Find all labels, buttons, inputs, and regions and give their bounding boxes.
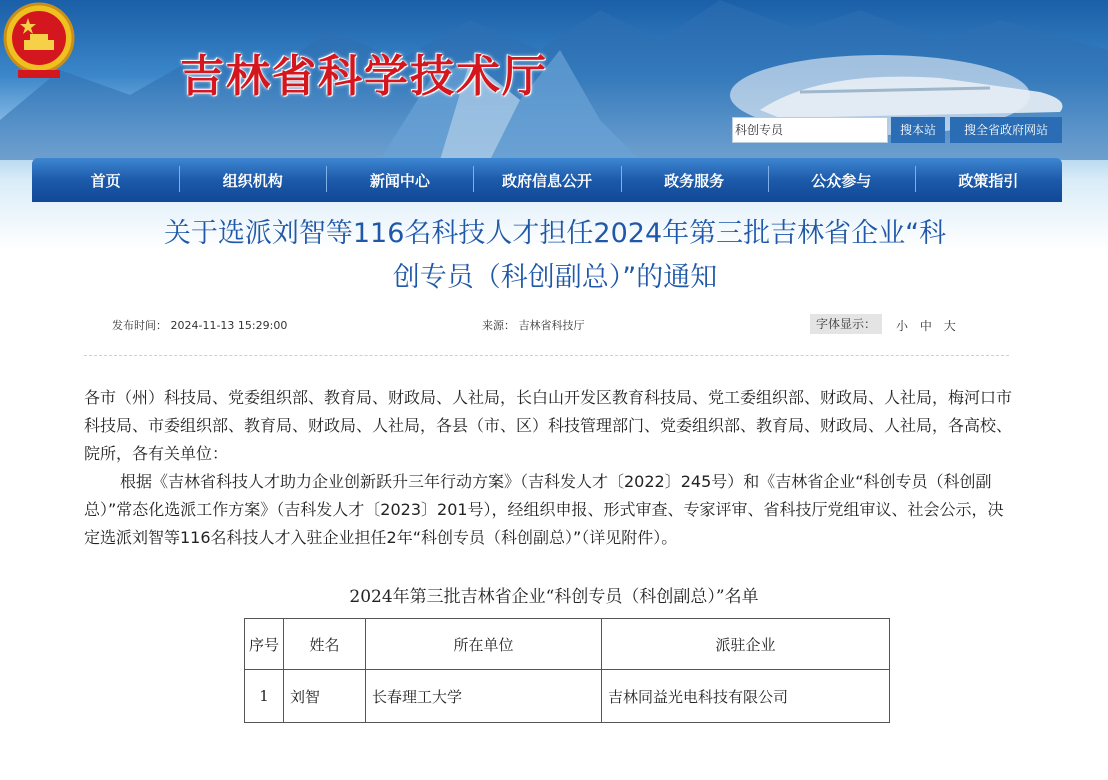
nav-item-services[interactable]: 政务服务 (621, 170, 768, 191)
article-title (60, 212, 1050, 300)
table-cell-name: 刘智 (284, 670, 366, 723)
table-row (245, 670, 890, 723)
main-nav (32, 158, 1062, 202)
table-cell-unit: 长春理工大学 (366, 670, 602, 723)
nav-item-organization[interactable]: 组织机构 (179, 170, 326, 191)
talent-list-table (244, 618, 890, 723)
search-site-button[interactable]: 搜本站 (891, 117, 945, 143)
column-header-company: 派驻企业 (602, 619, 890, 670)
search-province-button[interactable]: 搜全省政府网站 (950, 117, 1062, 143)
nav-item-participation[interactable]: 公众参与 (768, 170, 915, 191)
column-header-index: 序号 (245, 619, 284, 670)
article-addressee: 各市（州）科技局、党委组织部、教育局、财政局、人社局，长白山开发区教育科技局、党工委组织部、财政局、人社局，梅河口市科技局、市委组织部、教育局、财政局、人社局，各县（市、区）科技管理部门、党委组织部、教育局、财政局、人社局，各高校、院所，各有关单位： (84, 388, 1013, 463)
nav-item-info-disclosure[interactable]: 政府信息公开 (473, 170, 620, 191)
table-header-row (245, 619, 890, 670)
font-size-options (896, 317, 964, 334)
nav-item-home[interactable]: 首页 (90, 171, 121, 190)
column-header-name: 姓名 (284, 619, 366, 670)
table-cell-index: 1 (245, 670, 284, 723)
article-title-line: 关于选派刘智等116名科技人才担任2024年第三批吉林省企业“科 (163, 218, 947, 249)
nav-item-news[interactable]: 新闻中心 (326, 170, 473, 191)
search-input[interactable]: 科创专员 (732, 117, 888, 143)
site-title: 吉林省科学技术厅 (180, 51, 548, 102)
national-emblem-icon (0, 0, 78, 82)
table-cell-company: 吉林同益光电科技有限公司 (602, 670, 890, 723)
meta-divider (84, 355, 1009, 356)
font-size-large[interactable]: 大 (943, 319, 956, 333)
font-size-medium[interactable]: 中 (919, 319, 932, 333)
list-title: 2024年第三批吉林省企业“科创专员（科创副总）”名单 (349, 587, 759, 607)
article-paragraph: 根据《吉林省科技人才助力企业创新跃升三年行动方案》（吉科发人才〔2022〕245号）和《吉林省企业“科创专员（科创副总）”常态化选派工作方案》（吉科发人才〔2023〕201号），经组织申报、形式审查、专家评审、省科技厅党组审议、社会公示，决定选派刘智等116名科技人才入驻企业担任2年“科创专员（科创副总）”（详见附件）。 (84, 472, 1004, 547)
column-header-unit: 所在单位 (366, 619, 602, 670)
nav-item-policy[interactable]: 政策指引 (915, 170, 1062, 191)
publish-time: 发布时间： 2024-11-13 15:29:00 (112, 319, 288, 332)
article-title-line: 创专员（科创副总）”的通知 (392, 262, 718, 293)
article-body (84, 384, 1014, 552)
font-size-small[interactable]: 小 (896, 319, 909, 333)
article-source: 来源： 吉林省科技厅 (482, 319, 585, 332)
font-size-label: 字体显示： (810, 314, 882, 334)
